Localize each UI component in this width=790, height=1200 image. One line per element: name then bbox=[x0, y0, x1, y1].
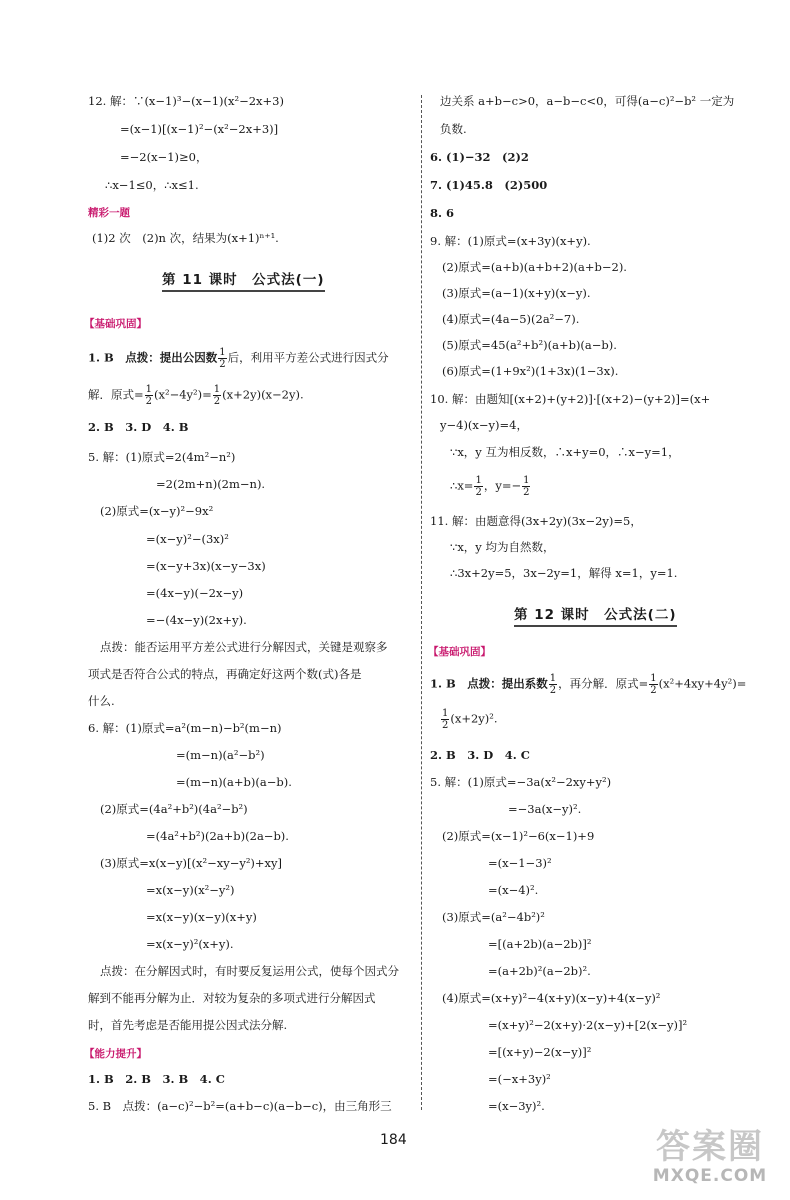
fraction-half: $\frac{1}{2}$ bbox=[475, 475, 482, 498]
jingcai-answer: (1)2 次 (2)n 次，结果为(x+1)ⁿ⁺¹. bbox=[92, 231, 279, 245]
answer-6-line-2: =(m−n)(a²−b²) bbox=[176, 748, 265, 762]
answer-11-line-2: ∵x，y 均为自然数， bbox=[450, 540, 555, 554]
answer-5-line-4: =(x−y)²−(3x)² bbox=[146, 532, 229, 546]
hint-6-line-3: 时，首先考虑是否能用提公因式法分解. bbox=[88, 1018, 288, 1032]
answer-12-5-line-1: 5. 解：(1)原式=−3a(x²−2xy+y²) bbox=[430, 775, 612, 789]
answer-9-line-6: (6)原式=(1+9x²)(1+3x)(1−3x). bbox=[442, 364, 619, 378]
answer-6-line-9: =x(x−y)²(x+y). bbox=[146, 937, 234, 951]
answer-5-line-2: =2(2m+n)(2m−n). bbox=[156, 477, 266, 491]
answer-7-r: 7. (1)45.8 (2)500 bbox=[430, 178, 548, 192]
fraction-half: $\frac{1}{2}$ bbox=[219, 347, 226, 370]
nengli-5-cont-line-1: 边关系 a+b−c>0，a−b−c<0，可得(a−c)²−b² 一定为 bbox=[440, 94, 735, 108]
fraction-half: $\frac{1}{2}$ bbox=[650, 673, 657, 696]
fraction-half: $\frac{1}{2}$ bbox=[145, 384, 153, 407]
nengli-5-cont-line-2: 负数. bbox=[440, 122, 467, 136]
answer-9-line-3: (3)原式=(a−1)(x+y)(x−y). bbox=[442, 286, 591, 300]
answer-1-text: 1. B 点拨：提出公因数 bbox=[88, 350, 218, 365]
answer-11-line-1: 11. 解：由题意得(3x+2y)(3x−2y)=5， bbox=[430, 514, 642, 528]
hint-6-line-1: 点拨：在分解因式时，有时要反复运用公式，使每个因式分 bbox=[100, 964, 399, 978]
answer-11-line-3: ∴3x+2y=5，3x−2y=1，解得 x=1，y=1. bbox=[450, 566, 678, 580]
answers-2-4: 2. B 3. D 4. B bbox=[88, 420, 189, 434]
answer-5-line-1: 5. 解：(1)原式=2(4m²−n²) bbox=[88, 450, 236, 464]
fraction-half: $\frac{1}{2}$ bbox=[442, 708, 449, 731]
answer-6-line-8: =x(x−y)(x−y)(x+y) bbox=[146, 910, 257, 924]
answer-12-line-1: 12. 解：∵(x−1)³−(x−1)(x²−2x+3) bbox=[88, 94, 284, 108]
answer-6-line-5: =(4a²+b²)(2a+b)(2a−b). bbox=[146, 829, 289, 843]
answer-12-5-line-8: =(a+2b)²(a−2b)². bbox=[488, 964, 591, 978]
answer-9-line-2: (2)原式=(a+b)(a+b+2)(a+b−2). bbox=[442, 260, 627, 274]
watermark-bottom: MXQE.COM bbox=[652, 1166, 768, 1186]
answer-12-line-2: =(x−1)[(x−1)²−(x²−2x+3)] bbox=[120, 122, 279, 136]
hint-5-line-3: 什么. bbox=[88, 694, 115, 708]
section-nengli: 【能力提升】 bbox=[84, 1048, 147, 1060]
watermark-top: 答案圈 bbox=[656, 1127, 764, 1167]
fraction-half: $\frac{1}{2}$ bbox=[523, 475, 530, 498]
answer-12-5-line-10: =(x+y)²−2(x+y)·2(x−y)+[2(x−y)]² bbox=[488, 1018, 688, 1032]
nengli-answers-1-4: 1. B 2. B 3. B 4. C bbox=[88, 1072, 225, 1086]
answer-10-line-2: y−4)(x−y)=4， bbox=[440, 418, 528, 432]
answer-6-line-4: (2)原式=(4a²+b²)(4a²−b²) bbox=[100, 802, 248, 816]
answer-5-line-7: =−(4x−y)(2x+y). bbox=[146, 613, 247, 627]
answer-12-5-line-5: =(x−4)². bbox=[488, 883, 539, 897]
answer-1-text-b: 后，利用平方差公式进行因式分 bbox=[227, 350, 389, 365]
lesson-12-title: 第 12 课时 公式法(二) bbox=[514, 603, 677, 627]
answer-12-1-line-2: $\frac{1}{2}$ (x+2y)². bbox=[442, 708, 498, 731]
hint-5-line-2: 项式是否符合公式的特点，再确定好这两个数(式)各是 bbox=[88, 667, 362, 681]
answer-12-5-line-4: =(x−1−3)² bbox=[488, 856, 552, 870]
answer-12-5-line-6: (3)原式=(a²−4b²)² bbox=[442, 910, 545, 924]
answer-6-line-3: =(m−n)(a+b)(a−b). bbox=[176, 775, 292, 789]
section-jichu-2: 【基础巩固】 bbox=[428, 646, 491, 658]
answer-9-line-5: (5)原式=45(a²+b²)(a+b)(a−b). bbox=[442, 338, 617, 352]
answer-9-line-4: (4)原式=(4a−5)(2a²−7). bbox=[442, 312, 580, 326]
section-jichu-1: 【基础巩固】 bbox=[84, 318, 147, 330]
answer-1-line-2: 解．原式= $\frac{1}{2}$ (x²−4y²)= $\frac{1}{2}$ (x+2y)(x−2y). bbox=[88, 384, 304, 407]
nengli-answer-5: 5. B 点拨：(a−c)²−b²=(a+b−c)(a−b−c)，由三角形三 bbox=[88, 1099, 392, 1113]
answer-5-line-6: =(4x−y)(−2x−y) bbox=[146, 586, 244, 600]
answer-12-5-line-12: =(−x+3y)² bbox=[488, 1072, 551, 1086]
answer-12-5-line-2: =−3a(x−y)². bbox=[508, 802, 582, 816]
fraction-half: $\frac{1}{2}$ bbox=[213, 384, 221, 407]
answer-5-line-5: =(x−y+3x)(x−y−3x) bbox=[146, 559, 266, 573]
lesson-11-title: 第 11 课时 公式法(一) bbox=[162, 268, 325, 292]
answer-10-line-4: ∴x= $\frac{1}{2}$ ，y=− $\frac{1}{2}$ bbox=[450, 475, 530, 498]
answer-10-line-3: ∵x，y 互为相反数，∴x+y=0，∴x−y=1， bbox=[450, 445, 680, 459]
answer-12-line-4: ∴x−1≤0，∴x≤1. bbox=[105, 178, 199, 192]
answer-9-line-1: 9. 解：(1)原式=(x+3y)(x+y). bbox=[430, 234, 591, 248]
fraction-half: $\frac{1}{2}$ bbox=[549, 673, 557, 696]
answer-6-line-1: 6. 解：(1)原式=a²(m−n)−b²(m−n) bbox=[88, 721, 282, 735]
answer-12-5-line-9: (4)原式=(x+y)²−4(x+y)(x−y)+4(x−y)² bbox=[442, 991, 661, 1005]
page-number: 184 bbox=[380, 1132, 407, 1148]
answer-12-5-line-11: =[(x+y)−2(x−y)]² bbox=[488, 1045, 592, 1059]
column-divider bbox=[421, 95, 422, 1110]
answer-10-line-1: 10. 解：由题知[(x+2)+(y+2)]·[(x+2)−(y+2)]=(x+ bbox=[430, 392, 711, 406]
hint-6-line-2: 解到不能再分解为止．对较为复杂的多项式进行分解因式 bbox=[88, 991, 376, 1005]
answer-6-line-7: =x(x−y)(x²−y²) bbox=[146, 883, 235, 897]
section-jingcai: 精彩一题 bbox=[88, 207, 130, 219]
answer-8-r: 8. 6 bbox=[430, 206, 455, 220]
answer-12-5-line-13: =(x−3y)². bbox=[488, 1099, 545, 1113]
answer-12-line-3: =−2(x−1)≥0， bbox=[120, 150, 208, 164]
hint-5-line-1: 点拨：能否运用平方差公式进行分解因式，关键是观察多 bbox=[100, 640, 388, 654]
answer-12-5-line-3: (2)原式=(x−1)²−6(x−1)+9 bbox=[442, 829, 595, 843]
answers-12-2-4: 2. B 3. D 4. C bbox=[430, 748, 530, 762]
answer-5-line-3: (2)原式=(x−y)²−9x² bbox=[100, 504, 214, 518]
answer-12-5-line-7: =[(a+2b)(a−2b)]² bbox=[488, 937, 592, 951]
answer-6-r: 6. (1)−32 (2)2 bbox=[430, 150, 529, 164]
answer-12-1-line-1: 1. B 点拨：提出系数 $\frac{1}{2}$ ，再分解．原式= $\frac{1}{2}$ (x²+4xy+4y²)= bbox=[430, 673, 747, 696]
answer-6-line-6: (3)原式=x(x−y)[(x²−xy−y²)+xy] bbox=[100, 856, 283, 870]
watermark-logo bbox=[640, 1128, 780, 1190]
answer-1-line-1 bbox=[88, 347, 389, 370]
